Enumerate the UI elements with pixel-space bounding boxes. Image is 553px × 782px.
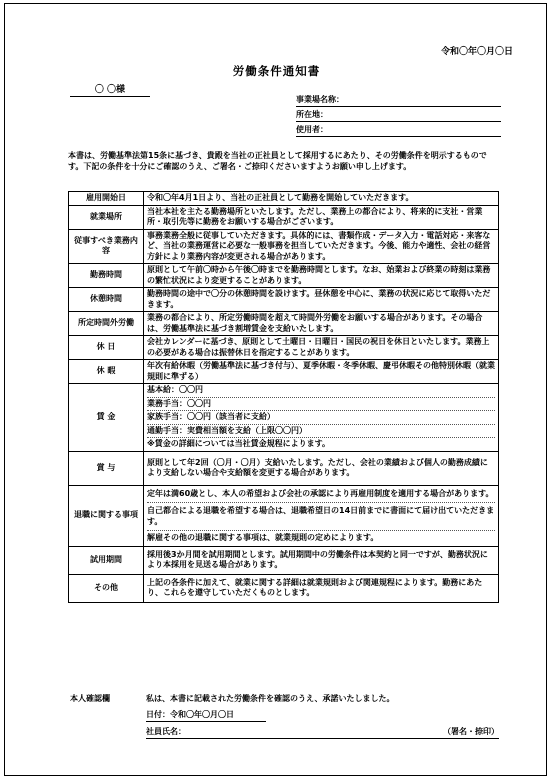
table-row <box>69 312 499 336</box>
retirement-value <box>144 485 499 546</box>
row-label: 従事すべき業務内容 <box>69 229 144 264</box>
confirmation-date: 日付：令和〇年〇月〇日 <box>146 709 266 722</box>
retirement-label: 退職に関する事項 <box>69 485 144 546</box>
employer-name-field: 事業場名称： <box>296 94 501 107</box>
wage-note: ※賃金の詳細については当社賃金規程によります。 <box>147 439 330 448</box>
retirement-item: 解雇その他の退職に関する事項は、就業規則の定めによります。 <box>147 533 379 542</box>
row-label: 休憩時間 <box>69 288 144 312</box>
table-row <box>69 288 499 312</box>
row-value: 事務業務全般に従事していただきます。具体的には、書類作成・データ入力・電話対応・来客など、当社の業務運営に必要な一般事務を担当していただきます。今後、能力や適性、会社の経営方針により業務内容が変更される場合があります。 <box>144 229 499 264</box>
employee-name-label: 社員氏名： <box>146 727 186 736</box>
row-value: 当社本社を主たる勤務場所といたします。ただし、業務上の都合により、将来的に支社・営業所・取引先等に勤務をお願いする場合がございます。 <box>144 205 499 229</box>
wage-label: 賃 金 <box>69 384 144 452</box>
row-label: 休 日 <box>69 336 144 360</box>
row-label: 休 暇 <box>69 360 144 384</box>
retirement-item: 定年は満60歳とし、本人の希望および会社の承認により再雇用制度を適用する場合があります。 <box>147 486 495 504</box>
table-row-bonus <box>69 451 499 485</box>
table-row-other <box>69 574 499 602</box>
intro-paragraph: 本書は、労働基準法第15条に基づき、貴殿を当社の正社員として採用するにあたり、その労働条件を明示するものです。下記の条件を十分にご確認のうえ、ご署名・ご捺印くださいますようお願い申し上げます。 <box>68 151 487 171</box>
wage-item: 基本給：〇〇円 <box>147 384 495 398</box>
employer-user-field: 使用者： <box>296 124 501 137</box>
row-label: 就業場所 <box>69 205 144 229</box>
probation-value: 採用後3か月間を試用期間とします。試用期間中の労働条件は本契約と同一ですが、勤務状況により本採用を見送る場合があります。 <box>144 546 499 574</box>
table-row-probation <box>69 546 499 574</box>
row-value: 令和〇年4月1日より、当社の正社員として勤務を開始していただきます。 <box>144 192 499 206</box>
wage-item: 家族手当：〇〇円（該当者に支給） <box>147 411 495 425</box>
table-row <box>69 360 499 384</box>
row-value: 会社カレンダーに基づき、原則として土曜日・日曜日・国民の祝日を休日といたします。業務上の必要がある場合は振替休日を指定することがあります。 <box>144 336 499 360</box>
conditions-table <box>68 191 499 603</box>
seal-label: （署名・捺印） <box>443 727 499 736</box>
table-row <box>69 205 499 229</box>
table-row-retirement <box>69 485 499 546</box>
wage-value <box>144 384 499 452</box>
table-row <box>69 229 499 264</box>
row-value: 年次有給休暇（労働基準法に基づき付与）、夏季休暇・冬季休暇、慶弔休暇その他特別休暇（就業規則に準ずる） <box>144 360 499 384</box>
table-row <box>69 336 499 360</box>
bonus-value: 原則として年2回（〇月・〇月）支給いたします。ただし、会社の業績および個人の勤務成績により支給しない場合や支給額を変更する場合があります。 <box>144 451 499 485</box>
wage-item: 業務手当：〇〇円 <box>147 398 495 412</box>
row-value: 原則として午前〇時から午後〇時までを勤務時間とします。なお、始業および終業の時刻は業務の繁忙状況により変更することがあります。 <box>144 264 499 288</box>
confirmation-text: 私は、本書に記載された労働条件を確認のうえ、承諾いたしました。 <box>146 694 395 703</box>
confirmation-label: 本人確認欄 <box>70 694 110 703</box>
employer-address-field: 所在地： <box>296 109 501 122</box>
wage-item: 通勤手当：実費相当額を支給（上限〇〇円） <box>147 425 495 439</box>
retirement-item: 自己都合による退職を希望する場合は、退職希望日の14日前までに書面にて届け出ていただきます。 <box>147 503 495 531</box>
probation-label: 試用期間 <box>69 546 144 574</box>
table-row <box>69 264 499 288</box>
row-label: 勤務時間 <box>69 264 144 288</box>
table-row-wage <box>69 384 499 452</box>
other-label: その他 <box>69 574 144 602</box>
addressee: 〇 〇様 <box>70 82 150 97</box>
employee-name-field <box>146 726 499 739</box>
row-value: 業務の都合により、所定労働時間を超えて時間外労働をお願いする場合があります。その場合は、労働基準法に基づき割増賃金を支給いたします。 <box>144 312 499 336</box>
issue-date: 令和〇年〇月〇日 <box>440 47 513 57</box>
table-row <box>69 192 499 206</box>
row-value: 勤務時間の途中で〇分の休憩時間を設けます。昼休憩を中心に、業務の状況に応じて取得いただきます。 <box>144 288 499 312</box>
row-label: 所定時間外労働 <box>69 312 144 336</box>
other-value: 上記の各条件に加えて、就業に関する詳細は就業規則および関連規程によります。勤務にあたり、これらを遵守していただくものとします。 <box>144 574 499 602</box>
bonus-label: 賞 与 <box>69 451 144 485</box>
document-title: 労働条件通知書 <box>232 64 321 78</box>
row-label: 雇用開始日 <box>69 192 144 206</box>
